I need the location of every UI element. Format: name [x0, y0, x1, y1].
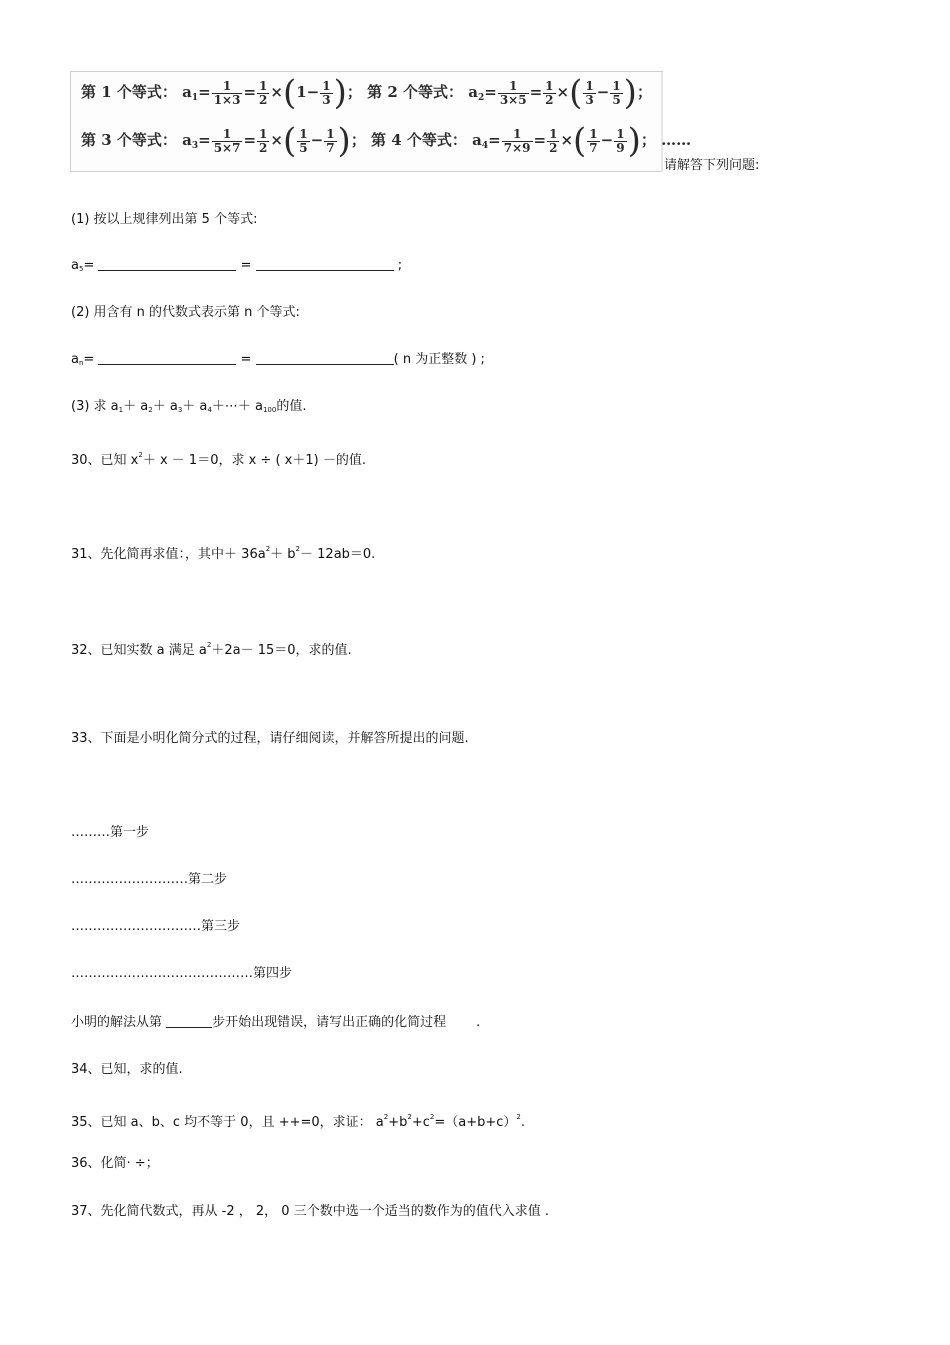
step-4: ……………………………………第四步 [71, 966, 293, 981]
a1-symbol: $a_1$ [182, 83, 199, 103]
fraction: $\frac{1}{5\times 7}$ [213, 126, 241, 155]
step-3: …………………………第三步 [71, 919, 241, 934]
intro-tail-text: 请解答下列问题: [664, 158, 760, 173]
problem-34: 34、已知，求的值. [71, 1062, 183, 1077]
fraction: $\frac{1}{2}$ [259, 126, 268, 155]
formula-row-2: 第 3 个等式： $a_3=$ $\frac{1}{5\times 7}$ = $\frac{1}{2}$ ×( $\frac{1}{5}$ − $\frac{1}{7}$ )； 第 4 个等式： $a_4=$ $\frac{1}{7\times 9}$ = $\frac{1}{2}$ ×( $\frac{1}{7}$ − $\frac{1}{9}$ )； …… [81, 121, 692, 161]
step-2: ………………………第二步 [71, 872, 228, 887]
ellipsis: …… [661, 131, 692, 149]
a3-symbol: $a_3$ [182, 131, 199, 151]
problem-31: 31、先化简再求值：，其中＋ $36a^2+ b^2- 12ab=0$. [71, 545, 376, 562]
problem-36: 36、化简· ÷； [71, 1156, 159, 1171]
fraction: $\frac{1}{3}$ [322, 78, 331, 107]
answer-blank[interactable] [98, 353, 236, 365]
answer-blank[interactable] [256, 259, 394, 271]
equation-2-label: 第 2 个等式： [367, 83, 464, 101]
fraction: $\frac{1}{7}$ [326, 126, 335, 155]
fraction: $\frac{1}{7\times 9}$ [503, 126, 531, 155]
fraction: $\frac{1}{2}$ [545, 78, 554, 107]
step-1: ………第一步 [71, 825, 150, 840]
equation-3-label: 第 3 个等式： [81, 131, 177, 149]
question-1-answer-line: $a_5=$ = ; [71, 258, 403, 273]
problem-32: 32、已知实数 a 满足 $a^2+2a- 15=0$，求的值. [71, 641, 352, 658]
question-3: (3) 求 $a_1+ a_2+ a_3+$ $a_4+\cdots+ a_{100}$的值. [71, 399, 307, 414]
fraction: $\frac{1}{9}$ [616, 126, 625, 155]
question-1: (1) 按以上规律列出第 5 个等式: [71, 212, 258, 227]
xiaoming-question: 小明的解法从第 步开始出现错误，请写出正确的化简过程 . [71, 1015, 481, 1030]
question-2: (2) 用含有 n 的代数式表示第 n 个等式: [71, 305, 300, 320]
a4-symbol: $a_4$ [472, 131, 489, 151]
fraction: $\frac{1}{3\times 5}$ [499, 78, 527, 107]
fraction: $\frac{1}{1\times 3}$ [213, 78, 241, 107]
problem-33: 33、下面是小明化简分式的过程，请仔细阅读，并解答所提出的问题. [71, 731, 469, 746]
fraction: $\frac{1}{7}$ [589, 126, 598, 155]
equation-pattern-image [70, 71, 692, 172]
problem-30: 30、已知 $x^2+ x - 1=0$，求 x ÷ ( x＋1) －的值. [71, 451, 366, 468]
equation-4-label: 第 4 个等式： [371, 131, 467, 149]
fraction: $\frac{1}{5}$ [299, 126, 308, 155]
fraction: $\frac{1}{2}$ [549, 126, 558, 155]
equation-1-label: 第 1 个等式： [81, 83, 177, 101]
a2-symbol: $a_2$ [468, 83, 485, 103]
question-2-answer-line: $a_n=$ = ( n 为正整数 ) ; [71, 352, 485, 367]
fraction: $\frac{1}{5}$ [612, 78, 621, 107]
fraction: $\frac{1}{2}$ [259, 78, 268, 107]
problem-35: 35、已知 a、b、c 均不等于 0，且 ++=0，求证： $a^2+b^2+c^2=(a+b+c)^2$. [71, 1113, 526, 1130]
answer-blank[interactable] [166, 1016, 212, 1028]
fraction: $\frac{1}{3}$ [585, 78, 594, 107]
answer-blank[interactable] [98, 259, 236, 271]
problem-37: 37、先化简代数式，再从 -2 ， 2， 0 三个数中选一个适当的数作为的值代入求值 . [71, 1204, 549, 1219]
formula-row-1: 第 1 个等式： $a_1=$ $\frac{1}{1\times 3}$ = $\frac{1}{2}$ ×(1− $\frac{1}{3}$ )； 第 2 个等式： $a_2=$ $\frac{1}{3\times 5}$ = $\frac{1}{2}$ ×( $\frac{1}{3}$ − $\frac{1}{5}$ )； [81, 73, 652, 113]
answer-blank[interactable] [256, 353, 394, 365]
